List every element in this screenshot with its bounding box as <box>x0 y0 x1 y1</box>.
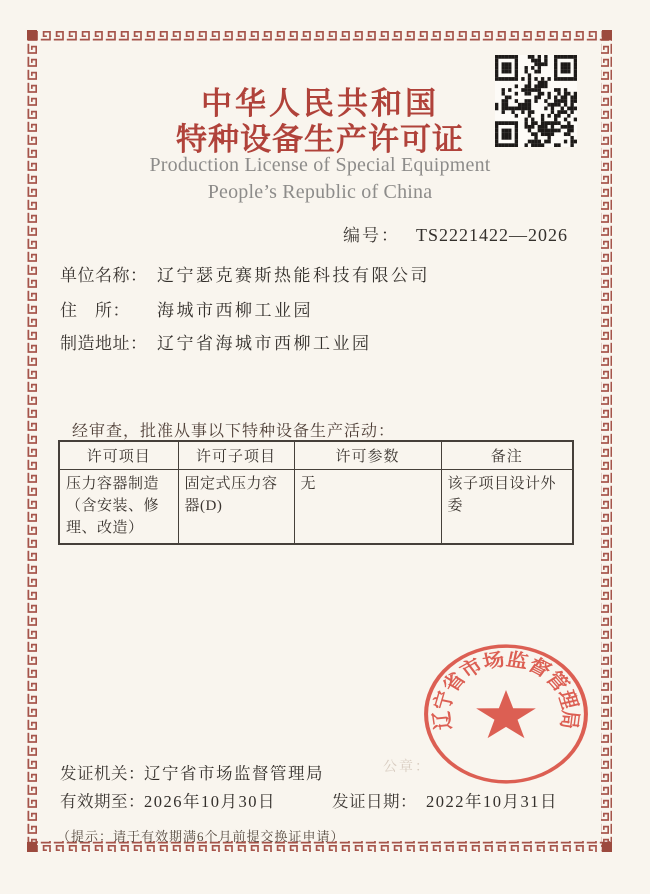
valid-until-value: 2026年10月30日 <box>144 792 276 811</box>
star-icon <box>476 690 536 738</box>
field-manufacture-address <box>60 329 372 354</box>
title-cn-line2: 特种设备生产许可证 <box>176 122 464 157</box>
seal-text: 辽宁省市场监督管理局 <box>430 649 582 732</box>
table-row <box>59 470 573 544</box>
col-header-remark: 备注 <box>441 441 573 470</box>
issue-date-value: 2022年10月31日 <box>426 792 558 811</box>
official-seal <box>420 641 592 787</box>
field-company-name <box>60 261 430 286</box>
valid-until-row <box>60 788 276 812</box>
cell-license-item: 压力容器制造（含安装、修理、改造） <box>59 470 178 544</box>
field-manufacture-address-label: 制造地址： <box>60 334 148 353</box>
renewal-tip: （提示：请于有效期满6个月前提交换证申请） <box>57 829 345 844</box>
title-en-line1: Production License of Special Equipment <box>149 154 491 176</box>
col-header-license-parameter: 许可参数 <box>294 441 441 470</box>
field-residence-label: 住 所： <box>60 301 130 320</box>
field-company-name-label: 单位名称： <box>60 266 148 285</box>
valid-until-label: 有效期至： <box>60 792 145 811</box>
title-en-line2: People’s Republic of China <box>207 181 433 203</box>
license-number-label: 编号： <box>343 226 400 245</box>
col-header-license-subitem: 许可子项目 <box>178 441 294 470</box>
cell-license-parameter: 无 <box>294 470 441 544</box>
issue-date-label: 发证日期： <box>332 792 417 811</box>
issue-date-row <box>332 788 558 812</box>
title-cn-line1: 中华人民共和国 <box>201 86 439 121</box>
cell-remark: 该子项目设计外委 <box>441 470 573 544</box>
issuer-row <box>60 760 324 784</box>
approval-statement: 经审查，批准从事以下特种设备生产活动： <box>72 423 396 440</box>
field-company-name-value: 辽宁瑟克赛斯热能科技有限公司 <box>157 266 430 285</box>
seal-form-hint: 公章： <box>383 760 431 775</box>
col-header-license-item: 许可项目 <box>59 441 178 470</box>
field-residence-value: 海城市西柳工业园 <box>157 301 313 320</box>
license-number-row <box>343 221 568 246</box>
cell-license-subitem: 固定式压力容器(D) <box>178 470 294 544</box>
license-number-value: TS2221422—2026 <box>416 225 569 245</box>
field-manufacture-address-value: 辽宁省海城市西柳工业园 <box>157 334 372 353</box>
license-items-table <box>58 440 574 545</box>
issuer-label: 发证机关： <box>60 764 145 783</box>
field-residence <box>60 296 313 321</box>
table-header-row <box>59 441 573 470</box>
issuer-value: 辽宁省市场监督管理局 <box>144 764 324 783</box>
